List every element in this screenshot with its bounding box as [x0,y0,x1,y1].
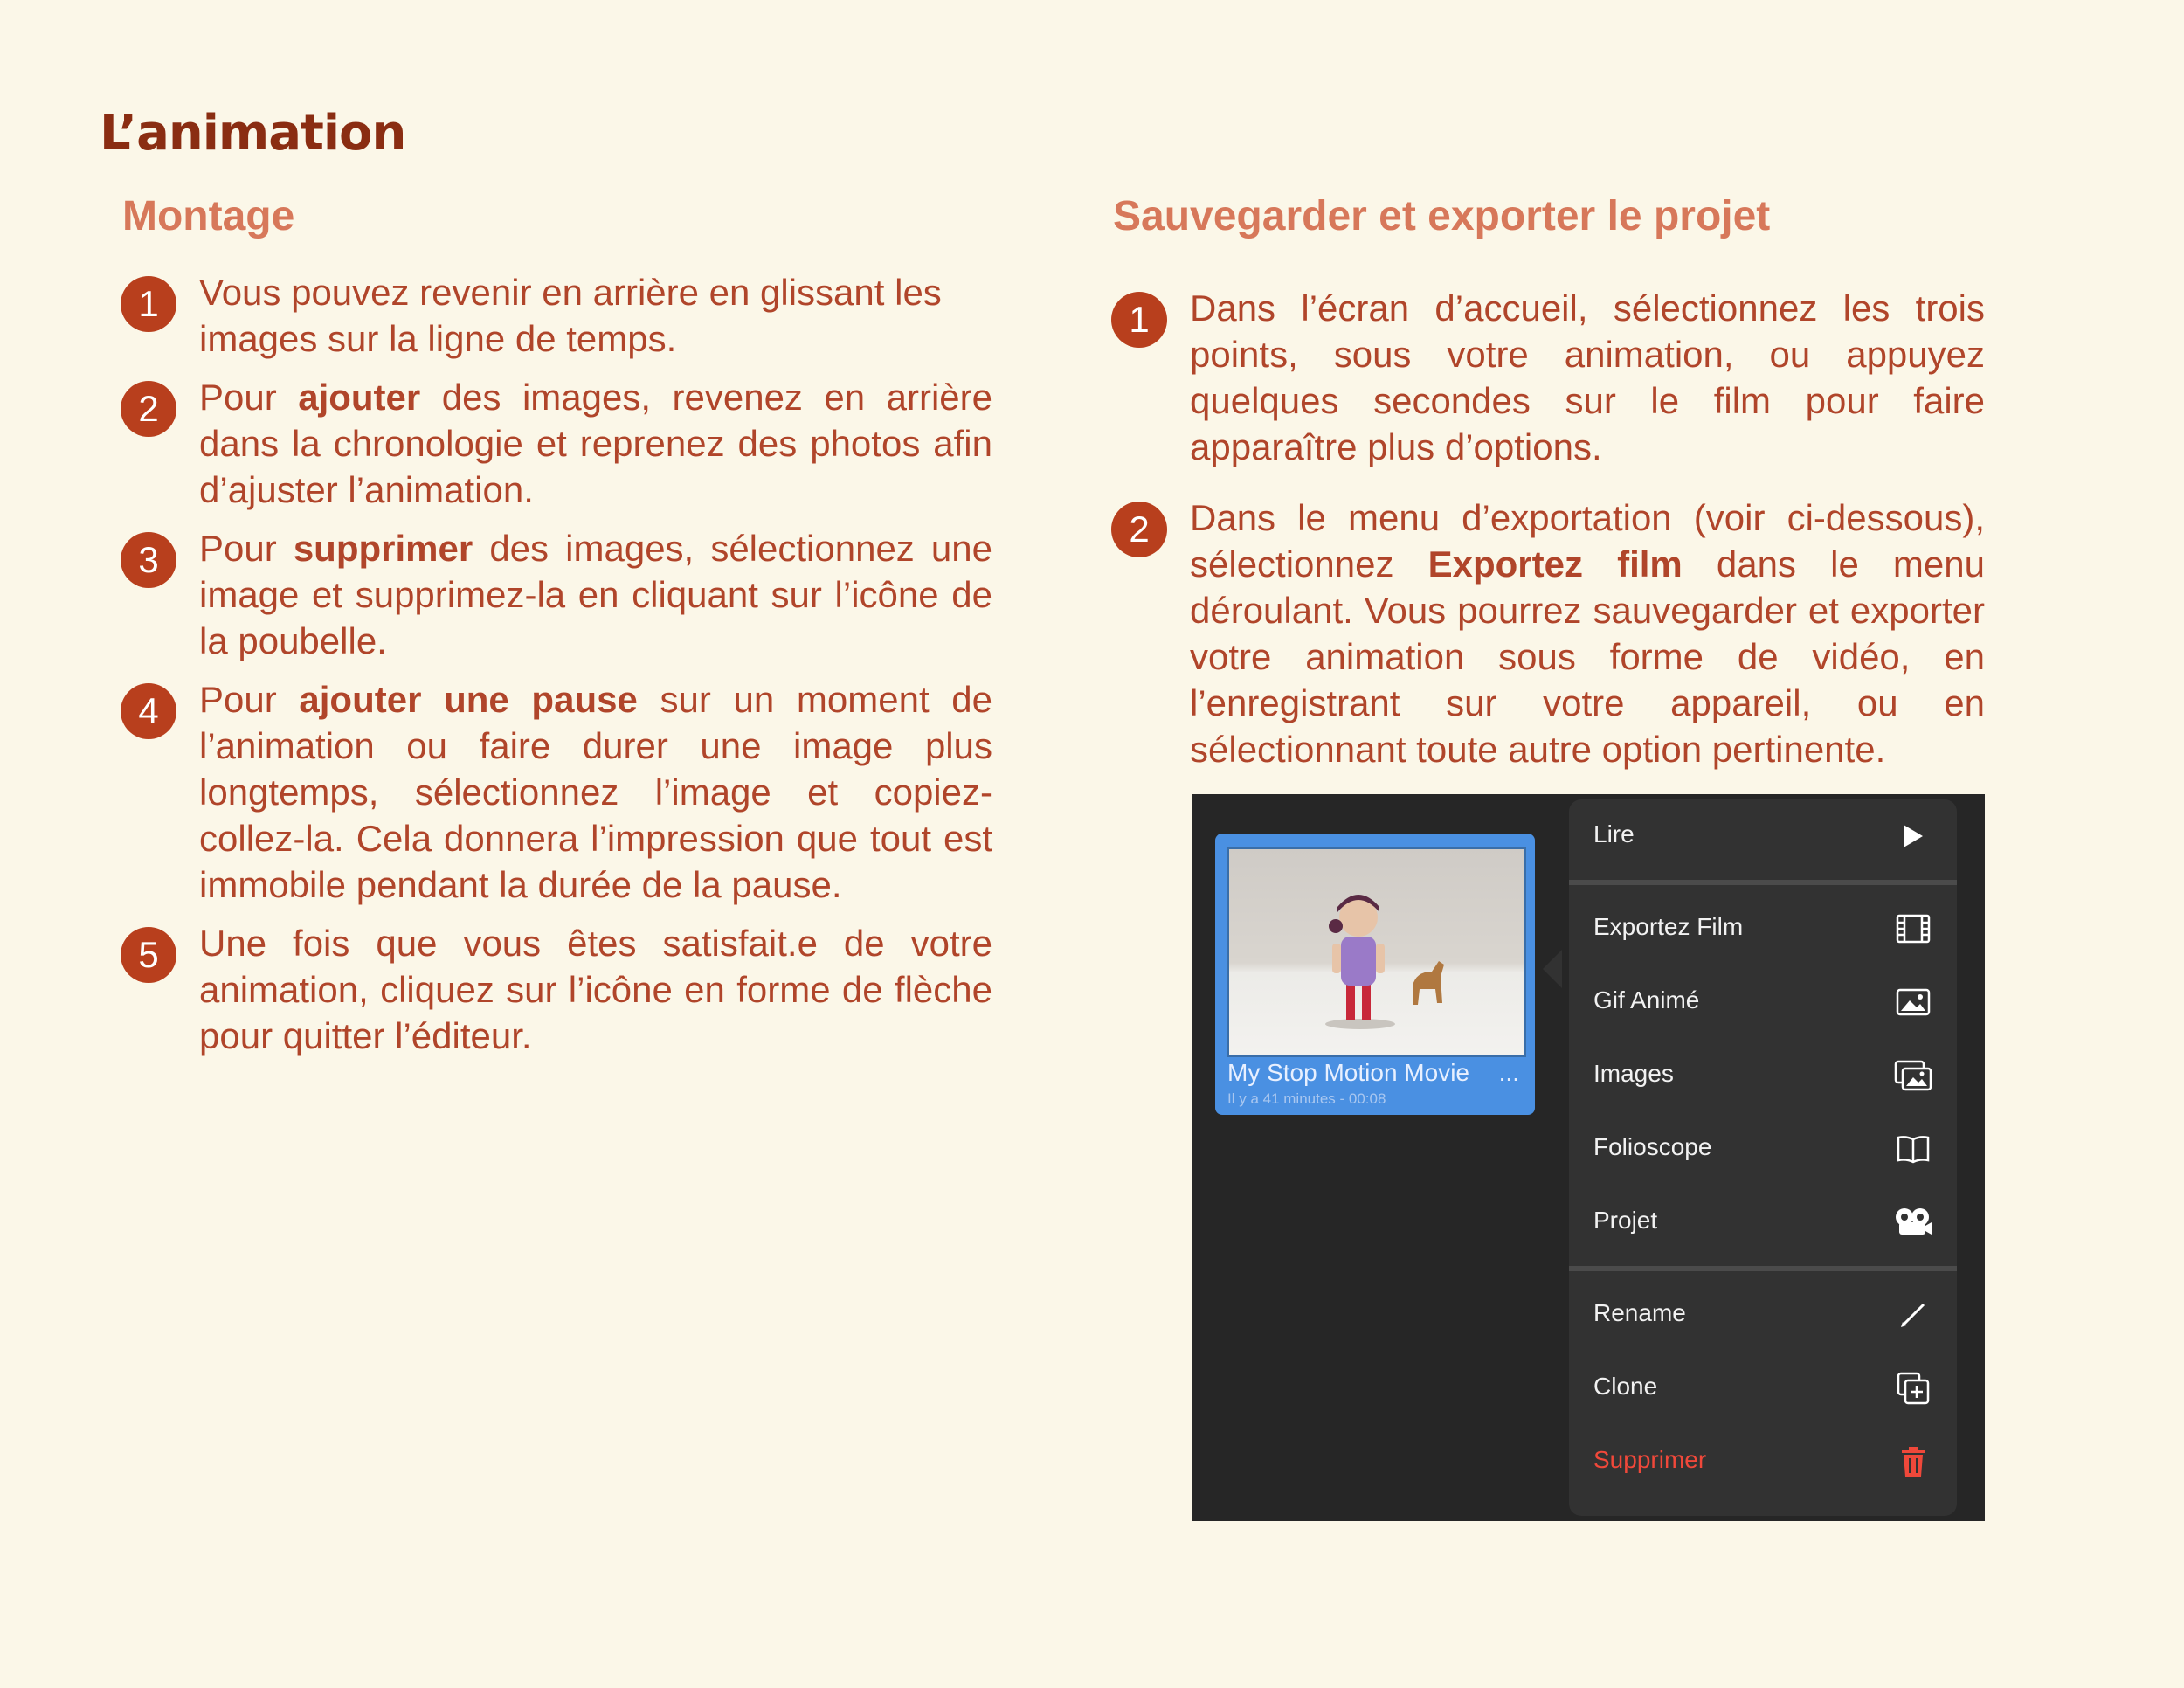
movie-title: My Stop Motion Movie [1227,1059,1469,1086]
step-text: Pour supprimer des images, sélectionnez une image et supprimez-la en cliquant sur l’icône de la poubelle. [199,528,992,661]
menu-item-folioscope[interactable] [1569,1112,1957,1186]
step-text: Pour ajouter une pause sur un moment de l’animation ou faire durer une image plus longtemps, sélectionnez l’image et copiez-collez-la. Cela donnera l’impression que tout est immobile pendant la durée de la pause. [199,679,993,905]
step-number-badge: 1 [1111,292,1167,348]
menu-label: Projet [1593,1207,1658,1234]
figurine-scene-image [1229,849,1524,1055]
export-step-1 [1111,285,1985,470]
step-number-badge: 4 [121,683,176,739]
emphasis: ajouter une pause [299,679,638,720]
menu-pointer [1543,950,1562,988]
montage-step-3 [121,525,992,664]
step-number-badge: 2 [121,381,176,437]
section-heading-export: Sauvegarder et exporter le projet [1113,193,1771,239]
step-text: Pour ajouter des images, revenez en arrière dans la chronologie et reprenez des photos afin d’ajuster l’animation. [199,377,993,510]
menu-label: Gif Animé [1593,986,1700,1013]
menu-label: Lire [1593,820,1635,847]
menu-label: Rename [1593,1299,1686,1326]
clone-icon [1894,1369,1932,1408]
page-title: L’animation [100,105,406,162]
movie-thumbnail [1227,847,1526,1057]
menu-label: Clone [1593,1373,1658,1400]
menu-item-rename[interactable] [1569,1278,1957,1352]
montage-steps [121,269,992,1071]
menu-item-clone[interactable] [1569,1352,1957,1425]
menu-label: Folioscope [1593,1133,1712,1160]
step-text: Dans l’écran d’accueil, sélectionnez les trois points, sous votre animation, ou appuyez quelques secondes sur le film pour faire apparaître plus d’options. [1190,287,1985,467]
export-steps [1111,285,1985,797]
menu-item-exportez-film[interactable] [1569,892,1957,965]
film-icon [1894,910,1932,948]
montage-step-4 [121,676,992,908]
emphasis: Exportez film [1427,543,1683,585]
app-screenshot [1192,794,1985,1521]
menu-label: Images [1593,1060,1674,1087]
montage-step-2 [121,374,992,513]
menu-label: Supprimer [1593,1446,1707,1473]
montage-step-5 [121,920,992,1059]
movie-subtitle: Il y a 41 minutes - 00:08 [1227,1090,1386,1107]
trash-icon [1894,1442,1932,1481]
context-menu [1569,799,1957,1516]
step-number-badge: 3 [121,532,176,588]
book-icon [1894,1130,1932,1168]
image-icon [1894,983,1932,1021]
menu-item-images[interactable] [1569,1039,1957,1112]
step-text: Dans le menu d’exportation (voir ci-dessous), sélectionnez Exportez film dans le menu déroulant. Vous pourrez sauvegarder et exporter votre animation sous forme de vidéo, en l’enregistrant sur votre appareil, ou en sélectionnant toute autre option pertinente. [1190,497,1985,770]
more-options-icon[interactable]: ... [1498,1059,1519,1086]
step-number-badge: 1 [121,276,176,332]
menu-item-projet[interactable] [1569,1186,1957,1259]
images-icon [1894,1056,1932,1095]
menu-item-supprimer[interactable] [1569,1425,1957,1498]
movie-card[interactable] [1215,834,1535,1115]
emphasis: ajouter [298,377,421,418]
menu-item-gif-anime[interactable] [1569,965,1957,1039]
section-heading-montage: Montage [122,193,295,239]
export-step-2 [1111,495,1985,772]
camera-icon [1894,1203,1932,1242]
pencil-icon [1894,1296,1932,1334]
step-number-badge: 2 [1111,502,1167,557]
menu-divider [1569,1266,1957,1271]
play-icon [1894,817,1932,855]
emphasis: supprimer [293,528,473,569]
menu-item-lire[interactable] [1569,799,1957,873]
menu-label: Exportez Film [1593,913,1744,940]
menu-divider [1569,880,1957,885]
montage-step-1 [121,269,992,362]
step-text: Une fois que vous êtes satisfait.e de votre animation, cliquez sur l’icône en forme de flèche pour quitter l’éditeur. [199,923,992,1056]
step-text: Vous pouvez revenir en arrière en glissant les images sur la ligne de temps. [199,272,942,359]
step-number-badge: 5 [121,927,176,983]
